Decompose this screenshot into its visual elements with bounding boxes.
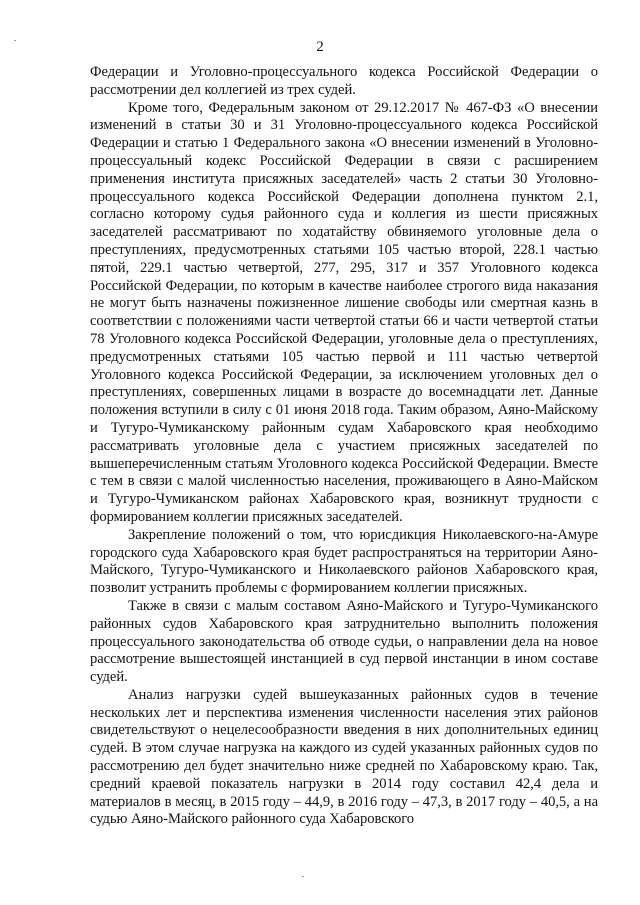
paragraph-small-court-composition: Также в связи с малым составом Аяно-Майского и Тугуро-Чумиканского районных судов Хабаровского края затруднительно выполнить положения процессуального законодательства об отводе судьи, о направлении дела на новое рассмотрение вышестоящей инстанцией в суд первой инстанции в ином составе судей.: [90, 597, 598, 686]
paragraph-continuation: Федерации и Уголовно-процессуального кодекса Российской Федерации о рассмотрении дел коллегией из трех судей.: [90, 64, 598, 98]
paragraph-federal-law-467: Кроме того, Федеральным законом от 29.12.2017 № 467-ФЗ «О внесении изменений в статьи 30 и 31 Уголовно-процессуального кодекса Российской Федерации и статью 1 Федерального закона «О внесении изменений в Уголовно-процессуальный кодекс Российской Федерации в связи с расширением применения института присяжных заседателей» часть 2 статьи 30 Уголовно-процессуального кодекса Российской Федерации дополнена пунктом 2.1, согласно которому судья районного суда и коллегия из шести присяжных заседателей рассматривают по ходатайству обвиняемого уголовные дела о преступлениях, предусмотренных статьями 105 частью второй, 228.1 частью пятой, 229.1 частью четвертой, 277, 295, 317 и 357 Уголовного кодекса Российской Федерации, по которым в качестве наиболее строгого вида наказания не могут быть назначены пожизненное лишение свободы или смертная казнь в соответствии с положениями части четвертой статьи 66 и части четвертой статьи 78 Уголовного кодекса Российской Федерации, уголовные дела о преступлениях, предусмотренных статьями 105 частью первой и 111 частью четвертой Уголовного кодекса Российской Федерации, за исключением уголовных дел о преступлениях, совершенных лицами в возрасте до восемнадцати лет. Данные положения вступили в силу с 01 июня 2018 года. Таким образом, Аяно-Майскому и Тугуро-Чумиканскому районным судам Хабаровского края необходимо рассматривать уголовные дела с участием присяжных заседателей по вышеперечисленным статьям Уголовного кодекса Российской Федерации. Вместе с тем в связи с малой численностью населения, проживающего в Аяно-Майском и Тугуро-Чумиканском районах Хабаровского края, возникнут трудности с формированием коллегии присяжных заседателей.: [90, 99, 598, 525]
document-body: [90, 64, 598, 829]
paragraph-workload-analysis: Анализ нагрузки судей вышеуказанных районных судов в течение нескольких лет и перспектива изменения численности населения этих районов свидетельствуют о нецелесообразности введения в них дополнительных единиц судей. В этом случае нагрузка на каждого из судей указанных районных судов по рассмотрению дел будет значительно ниже средней по Хабаровскому краю. Так, средний краевой показатель нагрузки в 2014 году составил 42,4 дела и материалов в месяц, в 2015 году – 44,9, в 2016 году – 47,3, в 2017 году – 40,5, а на судью Аяно-Майского районного суда Хабаровского: [90, 686, 598, 828]
paragraph-jurisdiction: Закрепление положений о том, что юрисдикция Николаевского-на-Амуре городского суда Хабаровского края будет распространяться на территории Аяно-Майского, Тугуро-Чумиканского и Николаевского районов Хабаровского края, позволит устранить проблемы с формированием коллегии присяжных.: [90, 526, 598, 597]
scan-speck-bottom: [302, 876, 304, 877]
page-number: 2: [316, 39, 324, 55]
